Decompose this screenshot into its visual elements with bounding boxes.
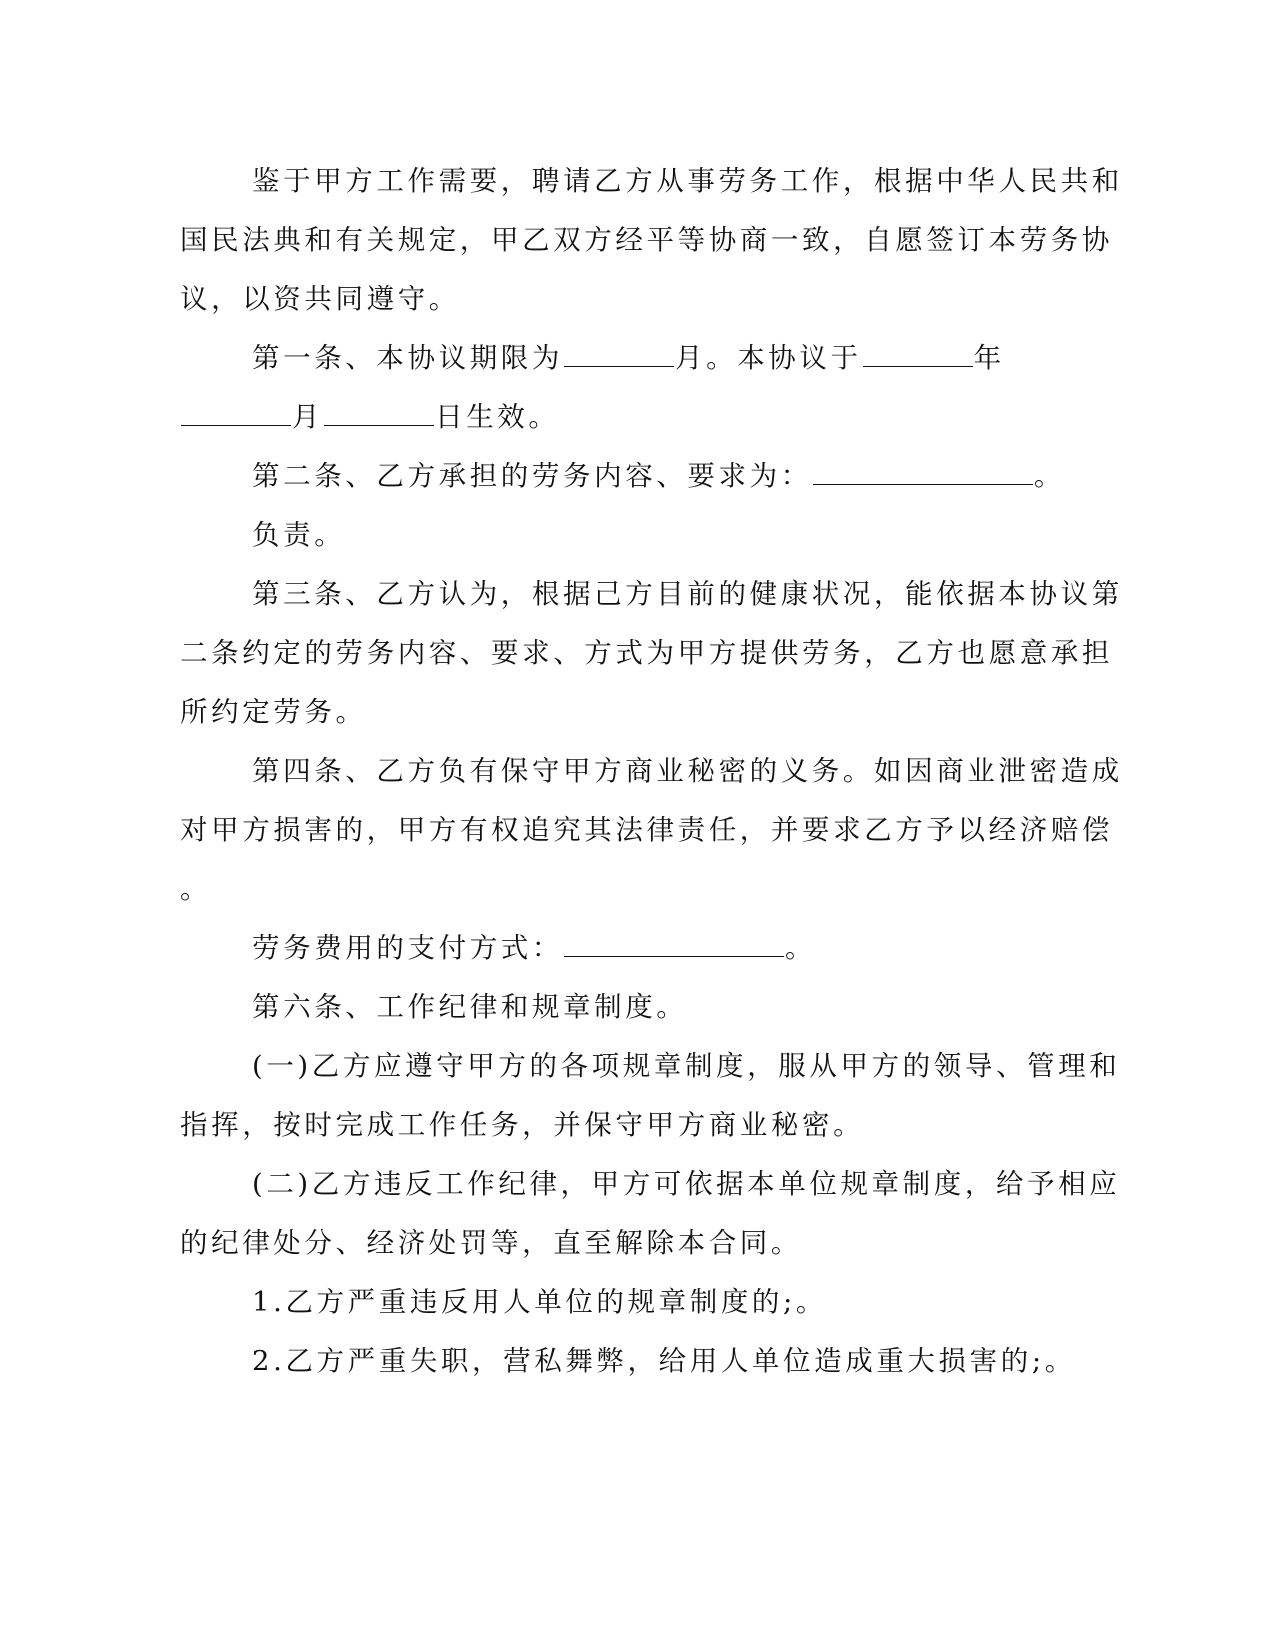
article-3-line-3: 所约定劳务。	[180, 696, 367, 728]
article-4-line-3: 。	[180, 873, 212, 905]
paragraph-preamble-line-1: 鉴于甲方工作需要，聘请乙方从事劳务工作，根据中华人民共和	[252, 165, 1123, 197]
payment-method-line	[252, 930, 816, 966]
article-2-text: 第二条、乙方承担的劳务内容、要求为：	[252, 460, 812, 492]
article-2-line	[252, 458, 1065, 494]
clause-1-line-1: (一)乙方应遵守甲方的各项规章制度，服从甲方的领导、管理和	[252, 1050, 1121, 1082]
article-3-line-2: 二条约定的劳务内容、要求、方式为甲方提供劳务，乙方也愿意承担	[180, 637, 1113, 669]
payment-method-blank	[564, 932, 784, 957]
article-2-end: 。	[1033, 460, 1065, 492]
effective-label: 日生效。	[435, 401, 560, 433]
year-label: 年	[973, 342, 1005, 374]
list-item-2: 2.乙方严重失职，营私舞弊，给用人单位造成重大损害的;。	[252, 1345, 1076, 1377]
payment-method-end: 。	[785, 932, 817, 964]
service-content-blank	[813, 460, 1033, 485]
article-1-line-2	[180, 399, 560, 435]
article-1-text-middle: 月。本协议于	[675, 342, 862, 374]
article-6-title: 第六条、工作纪律和规章制度。	[252, 991, 688, 1023]
term-months-blank	[564, 342, 674, 367]
article-3-line-1: 第三条、乙方认为，根据己方目前的健康状况，能依据本协议第	[252, 578, 1123, 610]
start-day-blank	[324, 401, 434, 426]
start-year-blank	[863, 342, 973, 367]
payment-method-text: 劳务费用的支付方式：	[252, 932, 563, 964]
list-item-1: 1.乙方严重违反用人单位的规章制度的;。	[252, 1286, 828, 1318]
paragraph-preamble-line-3: 议，以资共同遵守。	[180, 283, 460, 315]
paragraph-preamble-line-2: 国民法典和有关规定，甲乙双方经平等协商一致，自愿签订本劳务协	[180, 224, 1113, 256]
start-month-blank	[181, 401, 291, 426]
responsibility-line: 负责。	[252, 519, 346, 551]
article-4-line-2: 对甲方损害的，甲方有权追究其法律责任，并要求乙方予以经济赔偿	[180, 814, 1113, 846]
month-label: 月	[292, 401, 324, 433]
clause-2-line-2: 的纪律处分、经济处罚等，直至解除本合同。	[180, 1227, 802, 1259]
clause-1-line-2: 指挥，按时完成工作任务，并保守甲方商业秘密。	[180, 1109, 865, 1141]
article-1-line-1	[252, 340, 1005, 376]
article-1-text: 第一条、本协议期限为	[252, 342, 563, 374]
clause-2-line-1: (二)乙方违反工作纪律，甲方可依据本单位规章制度，给予相应	[252, 1168, 1121, 1200]
article-4-line-1: 第四条、乙方负有保守甲方商业秘密的义务。如因商业泄密造成	[252, 755, 1123, 787]
